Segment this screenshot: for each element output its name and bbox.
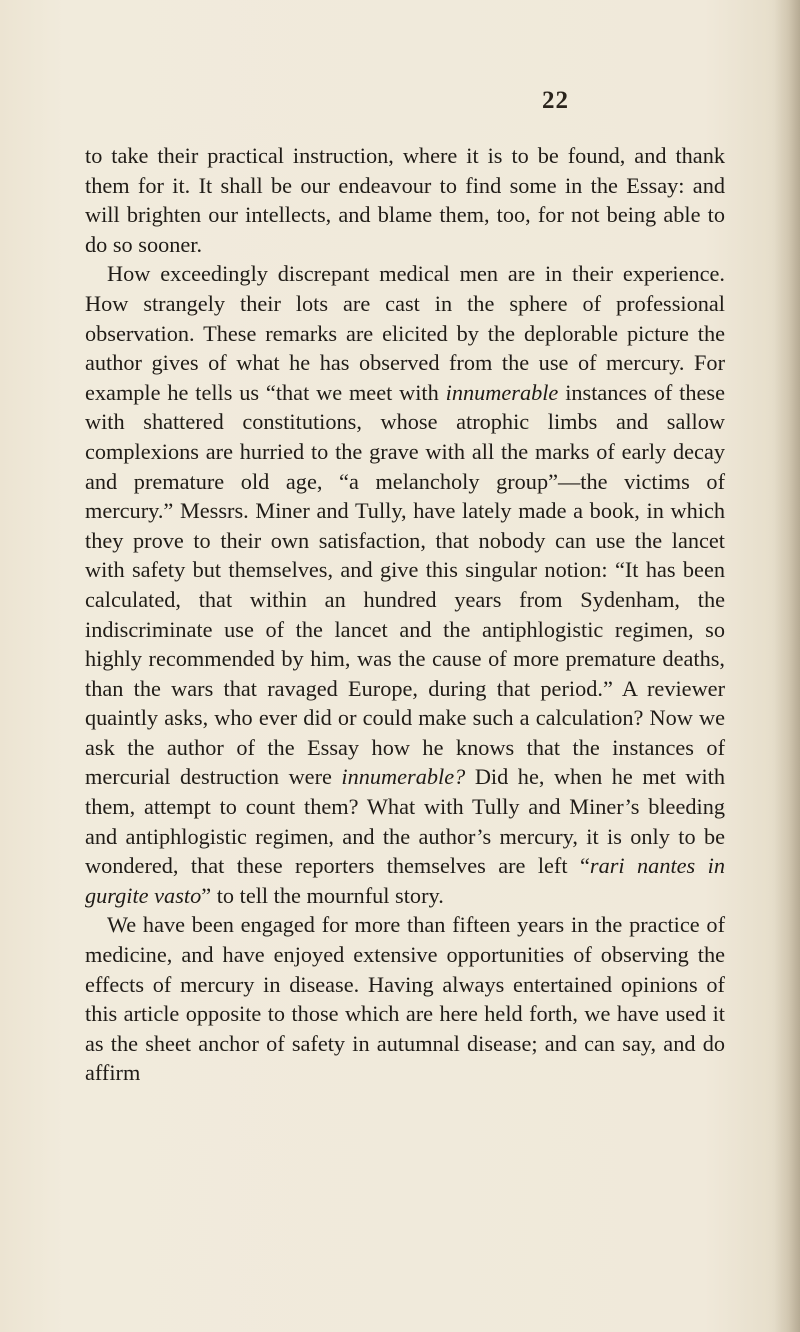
italic-latin-quote: rari nantes in gurgite vasto: [85, 853, 726, 908]
italic-innumerable-2: innumerable?: [341, 764, 466, 790]
paragraph-1: to take their practical instruction, where it is to be found, and thank them for it. It shall be our endeavour to find some in the Essay: and will brighten our intellects, and blame them, too, for not being able to do so sooner.: [85, 143, 725, 257]
body-text: [85, 141, 725, 1088]
paragraph-2-part-3: Did he, when he met with them, attempt to count them? What with Tully and Miner’s bleeding and antiphlogistic regimen, and the author’s mercury, it is only to be wondered, that these reporters themselves are left “: [85, 764, 725, 879]
page-edge-shadow: [774, 0, 800, 1332]
italic-innumerable-1: innumerable: [445, 379, 559, 405]
paragraph-3: We have been engaged for more than fifteen years in the practice of medicine, and have enjoyed extensive opportunities of observing the effects of mercury in disease. Having always entertained opinions of this article opposite to those which are here held forth, we have used it as the sheet anchor of safety in autumnal disease; and can say, and do affirm: [85, 912, 725, 1086]
paragraph-2-part-2: instances of these with shattered constitutions, whose atrophic limbs and sallow complexions are hurried to the grave with all the marks of early decay and premature old age, “a melancholy group”—the victims of mercury.” Messrs. Miner and Tully, have lately made a book, in which they prove to their own satisfaction, that nobody can use the lancet with safety but themselves, and give this singular notion: “It has been calculated, that within an hundred years from Sydenham, the indiscriminate use of the lancet and the antiphlogistic regimen, so highly recommended by him, was the cause of more premature deaths, than the wars that ravaged Europe, during that period.” A reviewer quaintly asks, who ever did or could make such a calculation? Now we ask the author of the Essay how he knows that the instances of mercurial destruction were: [85, 379, 725, 790]
page-number: 22: [542, 87, 569, 114]
paragraph-2-part-1: How exceedingly discrepant medical men are in their experience. How strangely their lots are cast in the sphere of professional observation. These remarks are elicited by the deplorable picture the author gives of what he has observed from the use of mercury. For example he tells us “that we meet with: [85, 261, 725, 405]
paragraph-2-part-4: ” to tell the mournful story.: [201, 882, 444, 908]
paragraph-2: [85, 259, 725, 910]
